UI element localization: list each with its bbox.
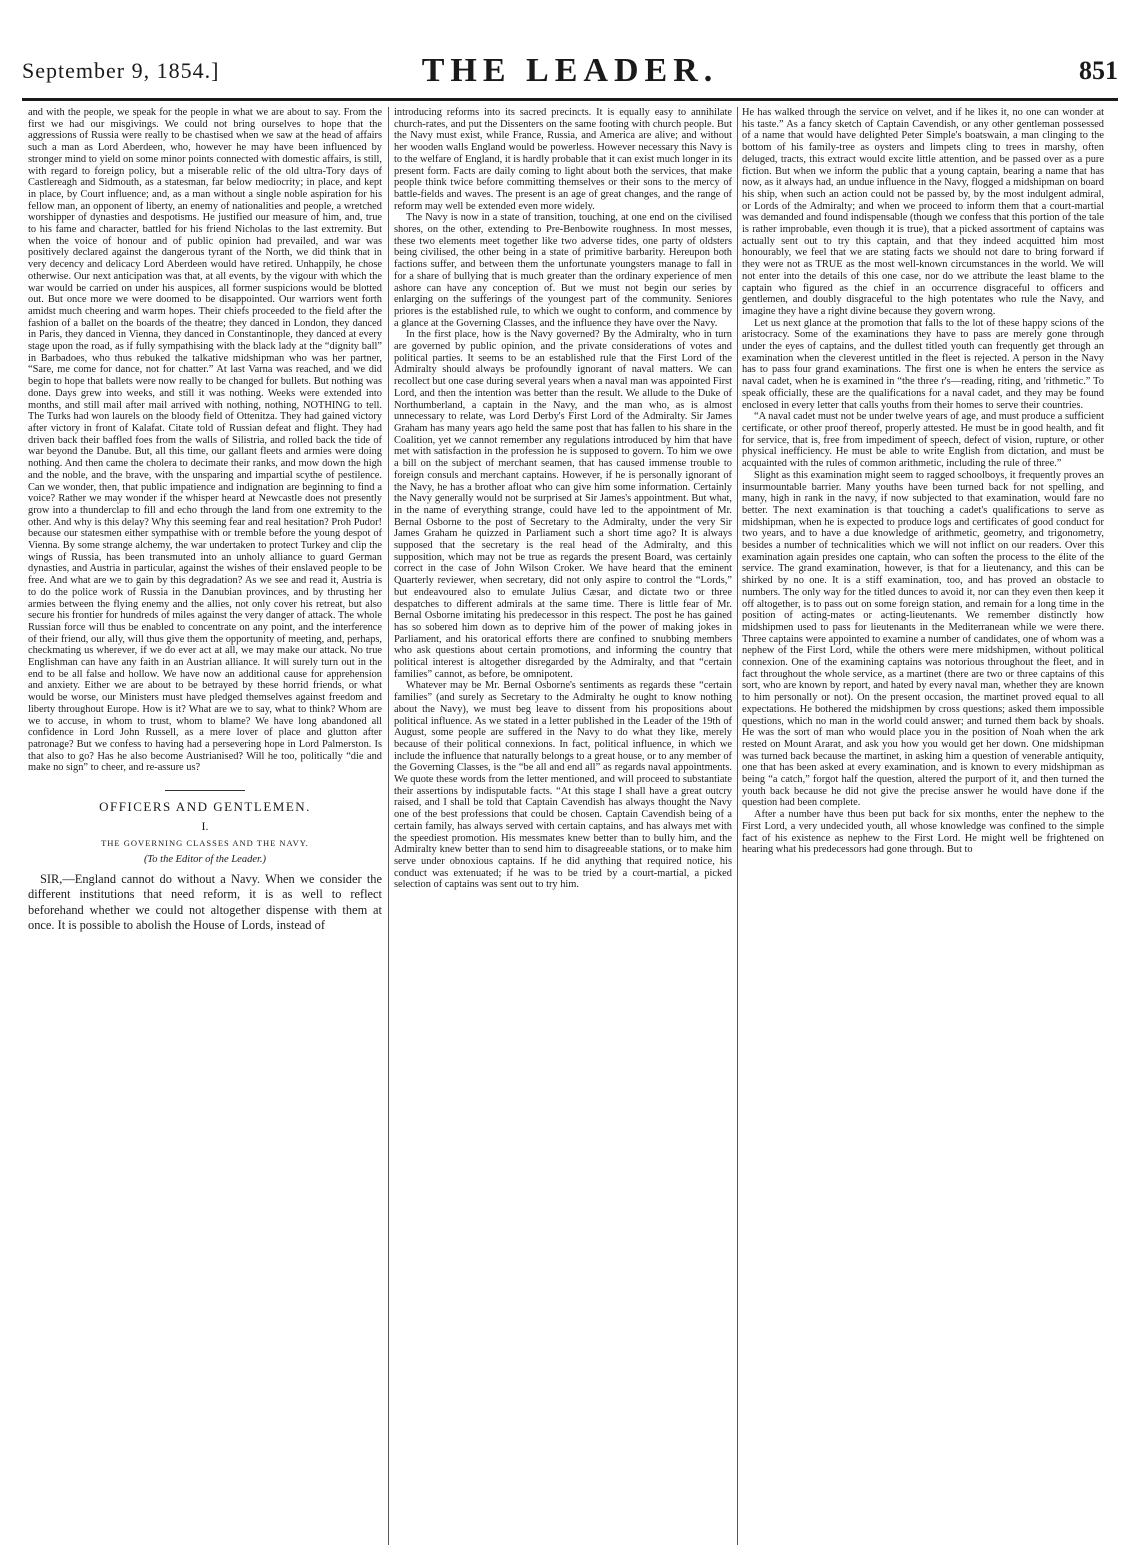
masthead: THE LEADER. — [421, 52, 719, 89]
issue-date: September 9, 1854.] — [22, 58, 220, 83]
column-divider — [388, 107, 389, 1545]
header-rule — [22, 98, 1118, 101]
letter-opening: SIR,—England cannot do without a Navy. When we consider the different institutions that need reform, it is as well to reflect beforehand whether we could not altogether dispense with them at once. It is possible to abolish the House of Lords, instead of — [28, 871, 382, 933]
article-paragraph: The Navy is now in a state of transition, touching, at one end on the civilised shores, on the other, extending to Pre-Benbowite roughness. In most messes, these two elements meet together like two adverse tides, one party of oldsters being civilised, the other being in a state of primitive barbarity. Hereupon both factions suffer, and between them the unfortunate youngsters manage to fall in for a share of bullying that is much greater than the ordinary experience of men ashore can have any conception of. But we must not begin our series by enlarging on the sufferings of the youngest part of the community. Seniores priores is the established rule, to which we ought to conform, and commence by a glance at the Governing Classes, and the influence they have over the Navy. — [394, 212, 732, 329]
article-paragraph: After a number have thus been put back for six months, enter the nephew to the First Lord, a very undecided youth, all whose knowledge was confined to the simple fact of his existence as nephew to the First Lord. He might well be frightened on hearing what his predecessors had gone through. But to — [742, 809, 1104, 856]
article-paragraph: and with the people, we speak for the people in what we are about to say. From the first we had our misgivings. We could not bring ourselves to hope that the aggressions of Russia were really to be chastised when we saw at the head of affairs such a man as Lord Aberdeen, who, however he may have been influenced by stronger mind to yield on some minor points connected with domestic affairs, is still, with regard to foreign policy, but a miserable relic of the old ultra-Tory days of Castlereagh and Sidmouth, as a statesman, far below mediocrity; in place, and kept in place, by Court influence; and, as a man without a single noble aspiration for his fellow man, an opponent of liberty, an enemy of nationalities and people, a wretched worshipper of dynasties and despotisms. He justified our measure of him, and, true to his fame and character, battled for his friend Nicholas to the last extremity. But when the voice of honour and of public opinion had prevailed, and war was positively declared against the dangerous tyrant of the North, we did think that in very decency and delicacy Lord Aberdeen would have retired. Unhappily, he chose otherwise. Our next anticipation was that, at all events, by the vigour with which the war would be carried on under his auspices, all former suspicions would be blotted out. But once more we were doomed to be disappointed. Our warriors went forth amidst much cheering and warm hopes. Their chiefs proceeded to the field after the fashion of a ballet on the boards of the theatre; they danced in London, they danced in Paris, they danced in Vienna, they danced in Constantinople, they danced at every stage upon the road, as if fully sympathising with the black lady at the “dignity ball” in Barbadoes, who thus rebuked the talkative midshipman who was her partner, “Sare, me come for dance, not for chatter.” At last Varna was reached, and we did begin to hope that ballets were now really to be changed for bullets. But nothing was done. Days grew into weeks, and still it was nothing. Weeks were extended into months, and still mail after mail arrived with nothing, nothing, NOTHING to tell. The Turks had won laurels on the bloody field of Ottenitza. They had gained victory after victory in front of Kalafat. Citate told of Russian defeat and flight. They had driven back their baffled foes from the walls of Silistria, and rolled back the tide of war beyond the Danube. But, all this time, our gallant fleets and armies were doing nothing. And then came the cholera to decimate their ranks, and mow down the high and the noble, and the brave, with the unsparing and impartial scythe of pestilence. Can we wonder, then, that public impatience and indignation are beginning to find a voice? Rather we may wonder if the whisper heard at Newcastle does not presently grow into a thunderclap to fill and echo through the land from one extremity to the other. And why is this delay? Why this seeming fear and real hesitation? Proh Pudor! because our statesmen either sympathise with or tremble before the young despot of Vienna. By some strange alchemy, the war undertaken to protect Turkey and clip the wings of Russia, has been transmuted into an unholy alliance to guard German dynasties, and Austria in particular, against the wishes of their enslaved people to be free. And what are we to gain by this degradation? As we see and read it, Austria is to do the police work of Russia in the Danubian provinces, and by thrusting her armies between the flying enemy and the allies, not only cover his retreat, but also secure his frontier for hundreds of miles against the very danger of attack. The whole Russian force will thus be enabled to concentrate on any point, and the interference of their friend, our ally, will thus give them the opportunity of meeting, and, perhaps, checkmating us wherever, if we do ever act at all, we may make our attack. No true Englishman can have any faith in an Austrian alliance. It will surely turn out in the end to be all false and hollow. We have now an additional cause for apprehension and anxiety. Either we are about to be betrayed by these horrid friends, or what would be worse, our Ministers must have pledged themselves against freedom and liberty throughout Europe. How is it? What are we to say, what to think? Whom are we to accuse, in whom to trust, whom to blame? We have long abandoned all confidence in Lord John Russell, as a mere lover of place and glutton after patronage? But we confess to having had a persevering hope in Lord Palmerston. Is that also to go? Has he also become Austrianised? Will he too, politically “die and make no sign” to cheer, and re-assure us? — [28, 107, 382, 774]
column-2 — [394, 107, 732, 1545]
article-paragraph: He has walked through the service on velvet, and if he likes it, no one can wonder at his taste.” As a fancy sketch of Captain Cavendish, or any other gentleman possessed of a name that would have delighted Peter Simple's boatswain, a man clinging to the bottom of his family-tree as oysters and limpets cling to trees in marshy, often deluged, tracts, this extract would excite little attention, and be passed over as a pure fiction. But when we inform the public that a young captain, bearing a name that has now, as it always had, an undue influence in the Navy, flogged a midshipman on board his ship, when such an action could not be passed by, by the most indulgent admiral, or Lords of the Admiralty; and when we proceed to inform them that a court-martial was demanded and found indispensable (though we confess that this portion of the tale is rather improbable, even though it is true), that a picked assortment of captains was actually sent out to try this captain, and that they indeed acquitted him most honourably, we feel that we are stating facts we should not dare to bring forward if they were not as TRUE as the most well-known circumstances in the world. We will not enter into the details of this one case, nor do we attribute the least blame to the captain who figured as the chief in an occurrence disgraceful to officers and gentlemen, and doubly disgraceful to the high potentates who rule the Navy, and imagine they have a right divine because they govern wrong. — [742, 107, 1104, 317]
article-paragraph: In the first place, how is the Navy governed? By the Admiralty, who in turn are governed by public opinion, and the private considerations of votes and political parties. It seems to be an established rule that the First Lord of the Admiralty should always be profoundly ignorant of naval matters. We can recollect but one case during several years when a naval man was appointed First Lord, and then the intention was better than the result. We allude to the Duke of Northumberland, a captain in the Navy, and the man who, as is almost unnecessary to relate, was Lord Derby's First Lord of the Admiralty. Sir James Graham has many years ago held the same post that has fallen to his share in the Coalition, yet we cannot remember any regulations introduced by him that have met with satisfaction in the profession he is supposed to govern. To him we owe a bill on the subject of merchant seamen, that has caused immense trouble to foreign consuls and merchant captains. However, if he is personally ignorant of the Navy, he has a brother afloat who can give him some information. Certainly the Navy generally would not be surprised at Sir James's appointment. But what, in the name of everything strange, could have led to the appointment of Mr. Bernal Osborne to the post of Secretary to the Admiralty, under the very Sir James Graham he quizzed in Parliament such a short time ago? It is always supposed that the secretary is the real head of the Admiralty, and this supposition, which may not be true as regards the present Board, was certainly correct in the case of John Wilson Croker. We have heard that the eminent Quarterly reviewer, when secretary, did not only aspire to control the “Lords,” but endeavoured also to emulate Julius Cæsar, and dictate two or three despatches to different admirals at the same time. There is little fear of Mr. Bernal Osborne imitating his predecessor in this respect. The post he has gained has so sobered him down as to deprive him of the power of making jokes in Parliament, and his oratorical efforts there are confined to snubbing members who ask questions about certain promotions, and informing the country that political interest is altogether disregarded by the Admiralty, and that “certain families” cannot, as before, be omnipotent. — [394, 329, 732, 680]
section-divider — [165, 790, 245, 791]
letter-dedication: (To the Editor of the Leader.) — [143, 854, 267, 866]
section-subtitle: THE GOVERNING CLASSES AND THE NAVY. — [101, 838, 309, 849]
article-paragraph: Let us next glance at the promotion that falls to the lot of these happy scions of the aristocracy. Some of the examinations they have to pass are merely gone through under the eyes of captains, and the dullest titled youth can frequently get through an examination when the cleverest untitled in the fleet is rejected. A person in the Navy has to pass four grand examinations. The first one is when he enters the service as naval cadet, when he is examined in “the three r's—reading, riting, and 'rithmetic.” To speak officially, these are the qualifications for a naval cadet, and they may be found enclosed in every letter that calls youths from their homes to serve their countries. — [742, 317, 1104, 411]
page-number: 851 — [1079, 56, 1118, 85]
page-header — [22, 50, 1118, 96]
column-3 — [742, 107, 1104, 1545]
section-title: OFFICERS AND GENTLEMEN. — [99, 799, 311, 815]
column-divider — [737, 107, 738, 1545]
column-1 — [28, 107, 382, 1545]
article-paragraph: introducing reforms into its sacred precincts. It is equally easy to annihilate church-rates, and put the Dissenters on the same footing with church people. But the Navy must exist, while France, Russia, and America are alive; and without her wooden walls England would be powerless. However necessary this Navy is to the welfare of England, it is hardly probable that it can exist much longer in its present form. Facts are daily coming to light about both the services, that make people think twice before committing themselves or their sons to the mercy of battle-fields and waves. The present is an age of great changes, and the range of reform may well be extended even more widely. — [394, 107, 732, 212]
article-paragraph: Slight as this examination might seem to ragged schoolboys, it frequently proves an insurmountable barrier. Many youths have been turned back for not spelling, and many, high in rank in the navy, if now subjected to that examination, would fare no better. The next examination is that touching a cadet's qualifications to serve as midshipman, when he is expected to produce logs and certificates of good conduct for two years, and to have a due knowledge of arithmetic, geometry, and trigonometry, besides a number of technicalities which we will not inflict on our readers. Over this examination again presides one captain, who can soften the process to the élite of the service. The grand examination, however, is that for a lieutenancy, and this can be shirked by no one. It is a stiff examination, too, and has proved an obstacle to numbers. The only way for the titled dunces to avoid it, nor can they even then keep it off altogether, is to pass out on some foreign station, and remain for a long time in the position of acting-mates or acting-lieutenants. We remember distinctly how midshipmen used to pass for lieutenants in the Mediterranean while we were there. Three captains were appointed to examine a number of candidates, one of whom was a nephew of the First Lord, while the others were mere midshipmen, without political connexion. One of the examining captains was notorious throughout the fleet, and in fact throughout the whole service, as a martinet (there are two or three captains of this sort, who are known by report, and hated by every naval man, whether they are known to him personally or not). On the present occasion, the martinet proved equal to all expectations. He bothered the midshipmen by cross questions; asked them impossible questions, which no man in the world could answer; and turned them back by shoals. He was the sort of man who would place you in the position of Noah when the ark rested on Mount Ararat, and ask you how you would get her down. One midshipman was turned back because the martinet, in asking him a question of venerable antiquity, one that has been asked at every examination, and is known to every midshipman as being “a catch,” forgot half the question, altered the purport of it, and then turned the youth back because he did not give the precise answer he would have done if the question had been complete. — [742, 469, 1104, 809]
article-paragraph: Whatever may be Mr. Bernal Osborne's sentiments as regards these “certain families” (and surely as Secretary to the Admiralty he ought to know nothing about the Navy), we must beg leave to dissent from his propositions about political influence. As we stated in a letter published in the Leader of the 19th of August, some people are suffered in the Navy to do what they like, merely because of their political connexions. In fact, political influence, in which we include the influence that naturally belongs to a great house, or to any member of the Governing Classes, is the “be all and end all” as regards naval appointments. We quote these words from the letter mentioned, and will proceed to substantiate their assertions by indisputable facts. “At this stage I shall have a great outcry raised, and I shall be told that Captain Cavendish has always thought the Navy one of the best professions that could be chosen. Captain Cavendish being of a certain family, has always served with certain captains, and has always met with the speediest promotion. His messmates knew better than to bully him, and the Admiralty knew better than to send him to disagreeable stations, or to make him serve under obnoxious captains. If he did anything that required notice, his conduct was extenuated; if he was to be tried by a court-martial, a picked selection of captains was sent out to try him. — [394, 680, 732, 891]
section-number: I. — [201, 818, 209, 833]
article-paragraph: “A naval cadet must not be under twelve years of age, and must produce a sufficient certificate, or other proof thereof, properly attested. He must be in good health, and fit for service, that is, free from impediment of speech, defect of vision, rupture, or other physical inefficiency. He must be able to write English from dictation, and must be acquainted with the rules of common arithmetic, including the rule of three.” — [742, 411, 1104, 470]
